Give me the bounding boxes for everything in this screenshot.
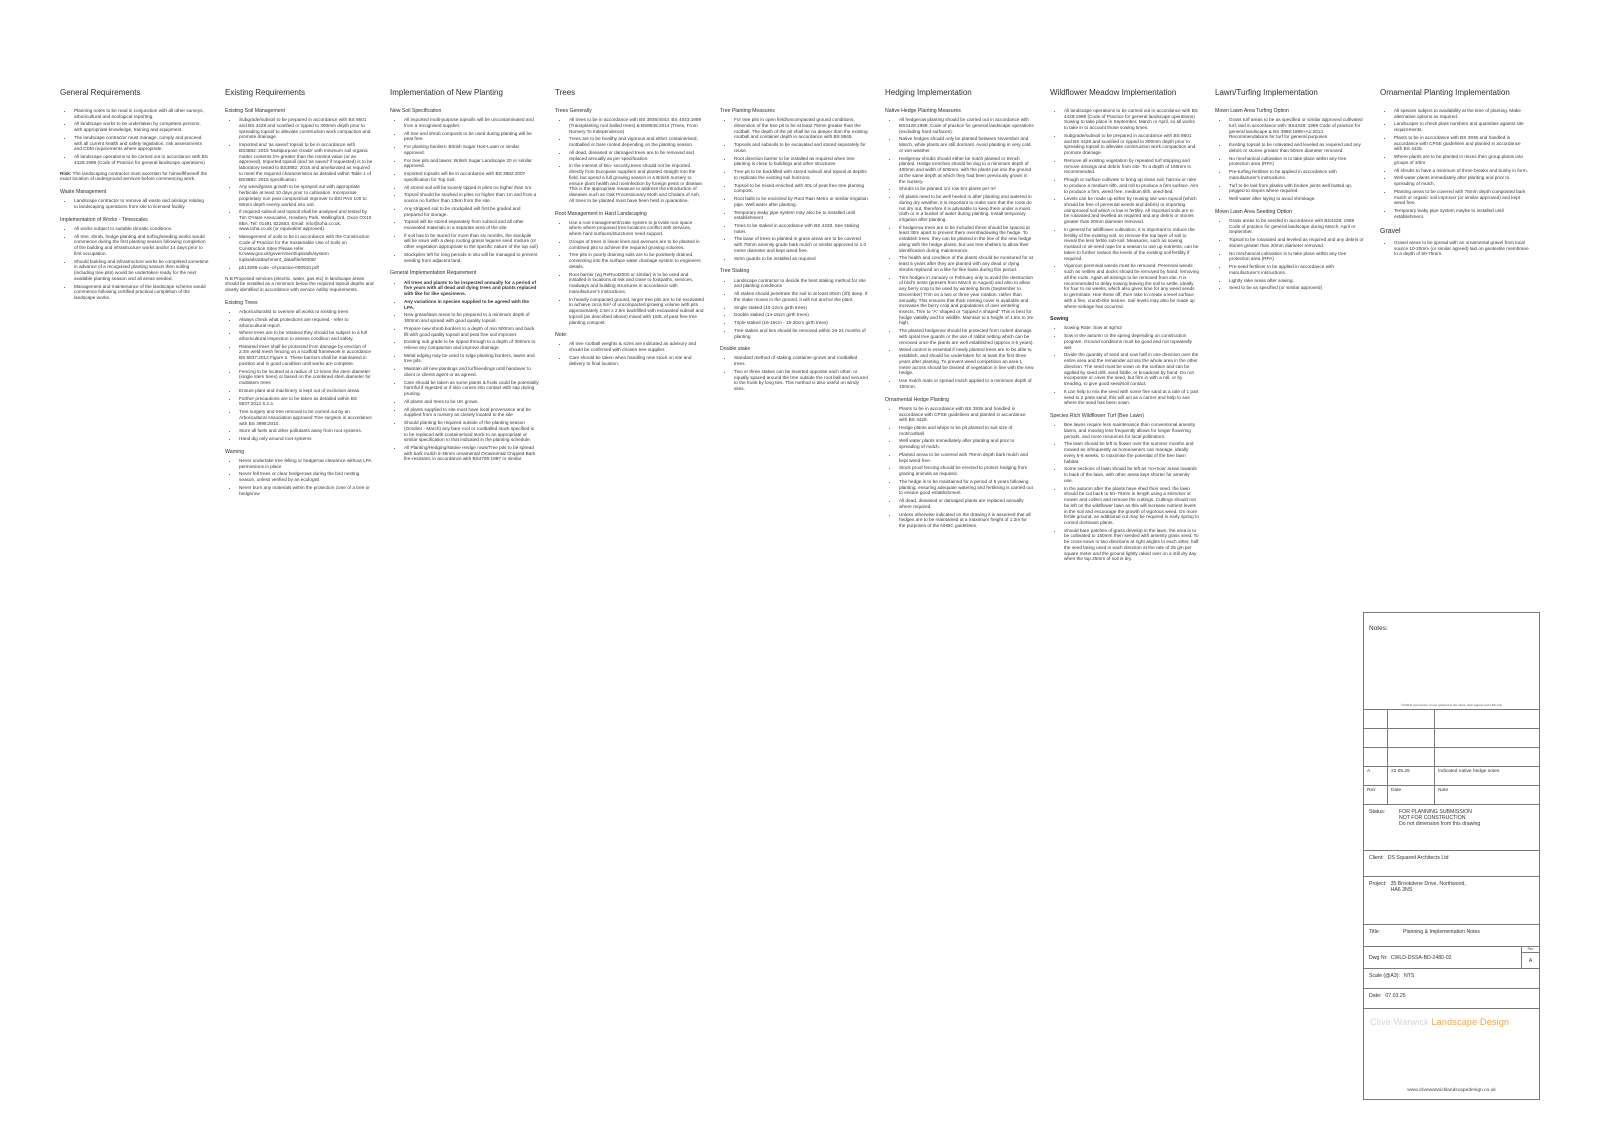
notes-column xyxy=(225,88,374,566)
bullet-item: • Ensure plant and machinery is kept out of exclusion areas. xyxy=(238,388,374,394)
bullet-item: • The planted hedgerow should be protected from rodent damage with spiral tree guards or the use of rabbit netting which can be removed once the plants are well established (approx 3-5 years). xyxy=(898,328,1034,345)
bullet-item: • Existing topsoil to be rotavated and leveled as required and any debris or stones greater than 50mm diameter removed. xyxy=(1228,142,1364,153)
bullet-item: • Hedgerow shrubs should either be notch planted or trench planted. Hedge trenches should be dug to a minimum depth of 400mm and width of 600mm, with the plants put into the ground at the same depth at which they had been previously grown in the nursery. xyxy=(898,156,1034,185)
scale-row xyxy=(1364,968,1539,988)
bullet-item: • All stakes should penetrate the soil to at least 60cm (2ft) deep. If the stake moves in the ground, it will not anchor the plant. xyxy=(733,291,869,302)
bullet-item: • In heavily compacted ground, larger tree pits are to be excavated to achieve circa 5m³ of uncompacted growing volume with pits approximately 2.5m x 2.5m backfilled with excavated subsoil and topsoil (as described above) mixed with 160L of peat free tree planting compost. xyxy=(568,297,704,326)
section-heading: General Implementation Requirement xyxy=(390,270,477,277)
bullet-item: • Subgrade/subsoil to be prepared in accordance with BS 8601 and BS 4428 and scarified or ripped to 300mm depth prior to spreading topsoil to alleviate construction work compaction and promote drainage. xyxy=(238,117,374,140)
bullet-item: • All species subject to availability at the time of planting. Make alternative options as required. xyxy=(1393,108,1529,119)
note-paragraph: N.B Proposed services (electric, water, gas etc) in landscape areas should be installed as a minimum below the required topsoil depths and clearly identified in accordance with service /utility requirements. xyxy=(225,275,374,293)
bullet-item: • Grass turf areas to be as specified or similar approved cultivated turf, laid in accordance with: BS4428: 1989 Code of practice for general landscape & BS 3969:1998+A1:2013. Recommendations for turf for general purposes xyxy=(1228,117,1364,140)
bullet-item: • Subgrade/subsoil to be prepared in accordance with BS 8601 and BS 4428 and scarified or ripped to 300mm depth prior to spreading topsoil to alleviate construction work compaction and promote drainage. xyxy=(1063,133,1199,156)
bullet-list xyxy=(225,117,374,270)
bullet-item: • Landscaper to check plant numbers and quantities against site requirements. xyxy=(1393,121,1529,132)
bullet-item: • Metal edging may be used to edge planting borders, lawns and tree pits. xyxy=(403,353,539,364)
bullet-item: • Use a root management/crate system to provide root space where where proposed tree locations conflict with services, where hard surfaces/sturctures need support. xyxy=(568,220,704,237)
bullet-item: • All plants and trees to be UK grown. xyxy=(403,399,539,405)
bullet-item: • Store all fuels and other pollutants away from root systems. xyxy=(238,428,374,434)
bullet-item: • Care should be taken when handling new stock on site and delivery to final location. xyxy=(568,355,704,366)
status-label: Status: xyxy=(1369,809,1386,815)
bullet-item: • The health and condition of the plants should be monitored for at least 5 years after they are planted with any dead or dying shrubs replaced on a like for like basis during this period. xyxy=(898,255,1034,272)
bullet-item: • All imported multi-purpose topsoils will be uncontaminated and from a recognised supplier. xyxy=(403,117,539,128)
bullet-list xyxy=(1050,325,1199,406)
revision-cell-date xyxy=(1388,710,1435,728)
website-text: www.clivewarwicklandscapedesign.co.uk xyxy=(1407,1088,1496,1093)
bullet-item: • Stockpiles left for long periods in situ will be managed to prevent seeding from adjacent land. xyxy=(403,252,539,263)
bullet-item: • Well water after laying to avoid shrinkage. xyxy=(1228,196,1364,202)
dwg-row xyxy=(1364,946,1539,968)
bullet-item: • Pre-seed fertiliser to be applied in accordance with manufacturer's instructions. xyxy=(1228,264,1364,275)
paragraph-lead: Risk: xyxy=(60,170,72,176)
bullet-item: • All landscape operations to be carried out in accordance with BS 4428:1989 (Code of Practice for general landscape operations) Sowing to take place in September, March or April, so all works to take in to account those sowing times. xyxy=(1063,108,1199,131)
section-heading: Double stake xyxy=(720,346,751,353)
date-value: 07.03.25 xyxy=(1385,993,1406,999)
bullet-item: • Plants to be in accordance with BS 3936 and handled in accordance with CPSE guidelines and planted in accordance with BS 4428. xyxy=(1393,135,1529,152)
section-heading: Trees Generally xyxy=(555,108,592,114)
dwg-number: CWLD-DSSA-BD-2480-02 xyxy=(1390,954,1452,961)
section-heading: New Soil Specification xyxy=(390,108,442,114)
section-heading: Species Rich Wildflower Turf (Bee Lawn) xyxy=(1050,413,1144,420)
client-row xyxy=(1364,850,1539,876)
bullet-item: • Imported topsoils will be in accordance with BS 3882:2007 specification for Top Soil. xyxy=(403,171,539,182)
notes-column xyxy=(1050,88,1199,566)
bullet-item: • Tree stakes and ties should be removed within 18-24 months of planting xyxy=(733,328,869,339)
section-heading: Ornamental Hedge Planting xyxy=(885,396,950,403)
notes-column xyxy=(720,88,869,566)
bullet-item: • All plants need to be well heeled in after planting and watered in during dry weather, it is important to make sure that the roots do not dry out, therefore it is advisable to keep them under a moist cloth or in a bucket of water during planting. Install temporary irrigation after planting. xyxy=(898,194,1034,223)
revision-table xyxy=(1364,709,1539,804)
section-heading: Existing Trees xyxy=(225,299,258,306)
bullet-item: • All landscape works to be undertaken by competent persons, with appropriate knowledge, training and equipment. xyxy=(73,121,209,132)
notes-box xyxy=(1364,613,1539,709)
bullet-item: • Planning notes to be read in conjunction with all other surveys, arboricultural and ecological reporting. xyxy=(73,108,209,119)
bullet-list xyxy=(1380,240,1529,257)
scale-label: Scale (@A3): xyxy=(1369,973,1400,979)
revision-row xyxy=(1364,710,1539,729)
bullet-item: • All tree, shrub, hedge planting and turfing/seeding works would commence during the first planting season following completion of the building and infrastructure works and/or 14 days prior to first occupation. xyxy=(73,234,209,257)
bullet-item: • All stored soil will be loosely tipped in piles no higher than 1m. xyxy=(403,185,539,191)
bullet-list xyxy=(1050,422,1199,562)
column-title: Existing Requirements xyxy=(225,88,306,97)
bullet-item: • Native hedges should only be planted between November and March, while plants are still dormant. Avoid planting in very cold or wet weather. xyxy=(898,136,1034,153)
project-value xyxy=(1391,881,1534,920)
status-row xyxy=(1364,804,1539,850)
column-title xyxy=(720,88,869,98)
bullet-list xyxy=(720,355,869,391)
status-line-3: Do not dimension from this drawing xyxy=(1399,821,1481,827)
bullet-list xyxy=(720,278,869,340)
bullet-item: • Divide the quantity of seed and sow half in one direction over the entire area and the remainder across the whole area in the other direction. The seed must be sown on the surface and can be applied by seed drill, seed fiddle, or broadcast by hand. Do not incorporate or cover the seed, but firm in with a roll, or by treading, to give good seed/soil contact. xyxy=(1063,352,1199,386)
revision-cell-rev: A xyxy=(1364,767,1388,785)
section-heading: Note: xyxy=(555,332,568,339)
bullet-item: • Never fell trees or clear hedgerows during the bird nesting season, unless verified by an ecologist xyxy=(238,471,374,482)
notes-label: Notes: xyxy=(1369,625,1388,632)
bullet-item: • The hedge is to be maintained for a period of 5 years following planting, ensuring adequate watering and fertilising is carried out to ensure good establishment. xyxy=(898,479,1034,496)
bullet-item: • Strim guards to be installed as required xyxy=(733,256,869,262)
bullet-list xyxy=(1050,108,1199,309)
bullet-item: • Trees are to be healthy and vigorous and either containerised, rootballed or bare rooted depending on the planting season. xyxy=(568,136,704,147)
bullet-item: • Root barrier (eg ReRoot2000 or similar) is to be used and installed in locations at risk and close to footpaths, services, roadways and building structures in accordance with manufacturer's instructions. xyxy=(568,272,704,295)
bullet-list xyxy=(390,117,539,263)
bullet-list xyxy=(1215,117,1364,202)
bullet-item: • If soil has to be stored for more than six months, the stockpile will be sown with a deep rooting grass/ legume seed mixture (or other vegetation appropriate to the specific nature of the top soil) xyxy=(403,233,539,250)
revision-cell-date: 22.05.25 xyxy=(1388,767,1435,785)
bullet-item: • It can help to mix the seed with some fine sand at a rate of 1 part seed to 2 parts sand, this will act as a carrier and help to see where the seed has been sown. xyxy=(1063,389,1199,406)
bullet-item: • All trees and plants to be inspected annually for a period of five years with all dead and dying trees and plants replaced with like for like specimens. xyxy=(403,280,539,297)
bullet-item: • All dead, diseased or damaged trees are to be removed and replaced annually as per specification. xyxy=(568,150,704,161)
bullet-item: • Planting areas to be covered with 75mm depth composted bark mulch or organic soil improver (or similar approved) and kept weed free. xyxy=(1393,189,1529,206)
column-title: Hedging Implementation xyxy=(885,88,972,97)
scale-value: NTS xyxy=(1403,973,1415,979)
bullet-list xyxy=(60,108,209,166)
revision-cell-note xyxy=(1435,748,1539,766)
bullet-list xyxy=(225,309,374,442)
revision-row-a xyxy=(1364,767,1539,786)
bullet-item: • Shrubs to be planted 1nr row 5nr plants per m² xyxy=(898,186,1034,192)
date-label: Date: xyxy=(1369,993,1382,999)
notes-column xyxy=(60,88,209,566)
copyright-text: ©CWLD permission of use granted to the client, their agents and LPA only xyxy=(1400,703,1503,707)
bullet-item: • Some sections of lawn should be left as 'no-mow' areas towards to back of the lawn, with other areas kept shorter for amenity use. xyxy=(1063,466,1199,483)
revision-cell-rev xyxy=(1364,729,1388,747)
bullet-list xyxy=(555,341,704,366)
title-block xyxy=(1363,612,1540,1100)
dwg-label: Dwg Nr: xyxy=(1369,954,1388,961)
revision-row xyxy=(1364,729,1539,748)
bullet-item: • Retained trees shall be protected from damage by erection of 2.3m weld mesh fencing on a scaffold framework in accordance BS 5837:2012 Figure 2. These barriers shall be maintained in position and in good condition until works are complete. xyxy=(238,344,374,367)
section-heading: Native Hedge Planting Measures xyxy=(885,108,961,114)
bullet-item: • All trees to be in accordance with BS 3936/4043. BS 4043:1989 (Transplanting root balled trees) & BS8545:2014 (Trees, From Nursery To Independence) xyxy=(568,117,704,134)
revision-cell-note xyxy=(1435,710,1539,728)
logo-area xyxy=(1364,1008,1539,1099)
section-heading: Existing Soil Management xyxy=(225,108,285,114)
date-row xyxy=(1364,988,1539,1008)
project-label: Project: xyxy=(1369,881,1387,887)
bullet-list xyxy=(390,280,539,463)
bullet-list xyxy=(885,406,1034,529)
note-paragraph: Risk: The landscaping contractor must ascertain for himself/herself the exact location of underground services before commencing work. xyxy=(60,170,208,182)
rev-box xyxy=(1521,947,1539,968)
bullet-item: • Should bare patches of grass develop in the lawn, the area is to be cultivated to 150mm then seeded with amenity grass seed. To be cross-sown in two directions at right angles to each other, half the seed being used in each direction at the rate of 25 gm per square meter and the ground lightly raked over on a still dry day when the top 25mm of soil is dry. xyxy=(1063,528,1199,562)
bullet-item: • Plants to be in accordance with BS 3936 and handled in accordance with CPSE guidelines and planted in accordance with BS 4428. xyxy=(898,406,1034,423)
bullet-item: • The lawn should be left to flower over the summer months and mowed as infrequently as homeowners can manage, ideally every 6-8 weeks, to maximise the potential of the bee lawn habitat. xyxy=(1063,441,1199,464)
bullet-item: • Grass areas to be seeded in accordance with BS4428: 1989 Code of practice for general landscape during March, April or September. xyxy=(1228,218,1364,235)
column-title: Lawn/Turfing Implementation xyxy=(1215,88,1318,97)
bullet-item: • Management and maintenance of the landscape scheme would commence following certified practical completion of the landscape works. xyxy=(73,284,209,301)
client-label: Client: xyxy=(1369,855,1384,861)
notes-column xyxy=(885,88,1034,566)
revision-cell-note xyxy=(1435,729,1539,747)
bullet-item: • Topsoil to be mixed enriched with 40L of peat free tree planting compost. xyxy=(733,183,869,194)
revision-header-note: Note xyxy=(1438,788,1449,793)
column-title: Ornamental Planting Implementation xyxy=(1380,88,1510,97)
notes-columns xyxy=(60,88,1529,566)
bullet-item: • Topsoil will be stored separately from subsoil and all other excavated materials in a separate area of the site. xyxy=(403,219,539,230)
bullet-item: • Root direction barrier to be installed as required when tree planting is close to buildings and other structures xyxy=(733,156,869,167)
bullet-item: • Topsoil to be rotavated and leveled as required and any debris or stones greater than 20mm diameter removed. xyxy=(1228,237,1364,248)
revision-cell-rev xyxy=(1364,710,1388,728)
bullet-item: • Double staked (14-16cm girth trees) xyxy=(733,312,869,318)
revision-cell-rev xyxy=(1364,748,1388,766)
section-heading: Implementation of Works - Timescales xyxy=(60,216,148,223)
column-title: Implementation of New Planting xyxy=(390,88,503,97)
bullet-item: • If required subsoil and topsoil shall be analysed and tested by Tim O'Hare Associates, Howbery Park, Wallingford, Oxon OX10 8BA, Tel: 01491 822653, Email: info@toha.co.uk, www.toha.co.uk (or equivalent approved). xyxy=(238,209,374,232)
bullet-item: • All Planting/Hedging/Native Hedge rows/Tree pits to be spread with bark mulch 5-35mm ornamental Ornamental Chipped Bark fire-resistant, in accordance with BS4790:1987 or similar xyxy=(403,445,539,462)
bullet-list xyxy=(1215,218,1364,291)
bullet-item: • Sow in the autumn or the spring depending on construction program. Ground conditions must be good and not repeatedly wet. xyxy=(1063,333,1199,350)
bullet-item: • Should building and infrastructure works be completed sometime in advance of a recognised planting season then soiling (including tree pits) would be undertaken ready for the next available planting season and all areas seeded. xyxy=(73,259,209,282)
bullet-item: • For tree pits and lawns: British Sugar Landscape 20 or similar approved. xyxy=(403,158,539,169)
bullet-item: • Use mulch mats or spread mulch applied to a minimum depth of 100mm. xyxy=(898,378,1034,389)
bullet-item: • Seed to be as specified (or similar approved) xyxy=(1228,285,1364,291)
revision-header-rev: Rev xyxy=(1364,786,1388,804)
logo-name-part: Clive Warwick xyxy=(1370,1017,1429,1027)
bullet-item: • All tree rootball weights & sizes are indicated as advisory and should be confirmed with chosen tree supplier. xyxy=(568,341,704,352)
bullet-item: • Trim hedges in January or February only to avoid the destruction of bird's nests (present from March to August) and also to allow any berry crop to be used by wintering birds (September to December) Trim on a two or three year rotation, rather than annually. This ensures that thick nesting cover is available and increases the berry crop and populations of over wintering insects. Trim to "A" shaped or "topped A shaped" This is best for hedge viability and for wildlife. Maintain to a height of 1.5m to 2m high. xyxy=(898,275,1034,327)
bullet-item: • Standard method of staking container-grown and rootballed trees. xyxy=(733,355,869,366)
bullet-item: • Bee lawns require less maintenance than conventional amenity lawns, and mowing less frequently allows for longer flowering periods, and more resources for local pollinators. xyxy=(1063,422,1199,439)
bullet-list xyxy=(60,226,209,301)
bullet-item: • Topsoils and subsoils to be excavated and stored separately for reuse. xyxy=(733,142,869,153)
revision-cell-date xyxy=(1388,748,1435,766)
notes-column xyxy=(555,88,704,566)
bullet-item: • The base of trees to planted in grass areas are to be covered with 75mm amenity grade bark mulch or similar approved to 1.0 metre diameter and kept weed free. xyxy=(733,236,869,253)
section-heading: Tree Staking xyxy=(720,268,750,275)
column-title: General Requirements xyxy=(60,88,141,97)
bullet-item: • Trees to be staked in accordance with BS 4428. See staking notes xyxy=(733,223,869,234)
logo-name-part-accent: Landscape Design xyxy=(1431,1017,1510,1027)
bullet-item: • All dead, diseased or damaged plants are replaced annually where required. xyxy=(898,498,1034,509)
bullet-item: • Where plants are to be planted in mixes then group plants into groups of 3/5nr xyxy=(1393,154,1529,165)
bullet-item: • Further precautions are to be taken as detailed within BS 5837:2012 6.2.4. xyxy=(238,396,374,407)
status-line-2: NOT FOR CONSTRUCTION xyxy=(1399,815,1466,821)
bullet-item: • Never burn any materials within the protection zone of a tree or hedgerow xyxy=(238,485,374,496)
bullet-item: • Planted areas to be covered with 75mm depth bark mulch and kept weed free. xyxy=(898,452,1034,463)
bullet-item: • Groups of trees in linear lines and avenues are to be planted in combined pits to achieve the required growing volumes. xyxy=(568,239,704,250)
bullet-item: • Imported and 'as saved' topsoil to be in accordance with BS3882: 2015 'Multipurpose Grade' with minimum soil organic matter contents 1% greater than the minima value (or as approved). Imported topsoil (and 'as saved' if requested) is to be laboratory tested to BS3882: 2015 and ameliorated as required to meet the required characteristics as detailed within Table 1 of BS3882: 2015 specification. xyxy=(238,142,374,182)
bullet-list xyxy=(555,117,704,203)
bullet-item: • Well water plants immediately after planting and prior to spreading of mulch. xyxy=(898,438,1034,449)
company-logo xyxy=(1370,1017,1509,1091)
bullet-item: • Levels can be made up either by reusing site won topsoil (which should be free of perennial weeds and debris) or importing unimproved soil which is low in fertility. All imported soils are to be rotavated and levelled as required and any debris or stones greater than 20mm diameter removed. xyxy=(1063,196,1199,225)
bullet-item: • Turf to be laid from planks with broken joints well butted up, pegged to slopes where required. xyxy=(1228,183,1364,194)
rev-box-label: Rev xyxy=(1522,947,1539,953)
bullet-list xyxy=(555,220,704,325)
bullet-list xyxy=(60,198,209,209)
bullet-item: • All landscape operations to be carried out in accordance with BS 4428:1989 (Code of Practice for general landscape operations) xyxy=(73,154,209,165)
column-title: Trees xyxy=(555,88,576,97)
bullet-item: • New grass/lawn areas to be prepared to a minimum depth of 300mm and spread with good quality topsoil. xyxy=(403,312,539,323)
bullet-item: • Root balls to be encircled by Root Rain Metro or similar irrigation pipe. Well water after planting. xyxy=(733,196,869,207)
bullet-item: • Tree surgery and tree removal to be carried out by an Arboricultural Association approved Tree surgeon in accordance with BS 3998:2010. xyxy=(238,409,374,426)
bullet-item: • Triple staked (16-18cm - 18-20cm girth trees) xyxy=(733,320,869,326)
bullet-item: • Tree pit to be backfilled with stored subsoil and topsoil at depths to replicate the existing soil horizons. xyxy=(733,169,869,180)
bullet-item: • Any stripped soil to be stockpiled will first be graded and prepared for storage. xyxy=(403,206,539,217)
title-row xyxy=(1364,924,1539,946)
bullet-item: • Hedge plants and whips to be pit planted to suit size of root/rootball. xyxy=(898,425,1034,436)
bullet-item: • Vigorous perennial weeds must be removed. Perennial weeds such as nettles and docks should be removed by hand, removing all the roots. Again all arisings to be removed from site. It is recommended to delay sowing leaving the soil to settle, ideally for four to six weeks, which also gives time for any weed seeds to germinate. Hoe these off, then rake to create a level surface with a fine, crumb-like texture. Soil levels may also be made up where sinkage has occurred. xyxy=(1063,263,1199,309)
bullet-item: • Where trees are to be retained they should be subject to a full arboricultural inspection to assess condition and safety. xyxy=(238,330,374,341)
bullet-item: • Single staked (10-12cm girth trees) xyxy=(733,305,869,311)
bullet-item: • Should planting be required outside of the planting season (October - March) any bare root or rootballed stock specified is to be replaced with containerised stock to an appropriate or similar specification to that indicated in the planting schedule. xyxy=(403,420,539,443)
bullet-item: • Tree pits in poorly draining soils are to be positively drained, connecting into the surface water drainage system to engineers details. xyxy=(568,252,704,269)
section-heading: Root Management in Hard Landscaping xyxy=(555,210,647,217)
bullet-item: • Fencing to be located at a radius of 12 times the stem diameter (single stem trees) or based on the combined stem diameter for multistem trees xyxy=(238,369,374,386)
bullet-item: • All works subject to suitable climatic conditions. xyxy=(73,226,209,232)
bullet-item: • No mechanical cultivation is to take place within any tree protection area (RPA) xyxy=(1228,156,1364,167)
bullet-item: • Any weed/grass growth to be sprayed out with appropriate herbicide at least 10 days prior to cultivation. Incorporate proprietary non peat compost/soil improver to BSI PAS 100 to 50mm depth evenly worked into soil. xyxy=(238,184,374,207)
dwg-main xyxy=(1364,947,1521,968)
revision-row xyxy=(1364,748,1539,767)
revision-header-date: Date xyxy=(1388,786,1435,804)
revision-cell-date xyxy=(1388,729,1435,747)
bullet-list xyxy=(1380,108,1529,219)
bullet-item: • Weed control is essential if newly planted trees are to be able to establish, and should be undertaken for at least the first three years after planting. To prevent weed competition an area 1 metre across should be cleared of vegetation in line with the new hedge. xyxy=(898,347,1034,376)
section-heading: Warning xyxy=(225,448,245,455)
bullet-list xyxy=(225,458,374,496)
status-line-1: FOR PLANNING SUBMISSION xyxy=(1399,809,1472,815)
project-line-2: HA6 3NS xyxy=(1390,887,1413,893)
rev-box-value: A xyxy=(1528,957,1533,964)
bullet-item: • Management of soils to be in accordance with the Construction Code of Practice for the Sustainable Use of Soils on Construction Sites Please refer to:www.gov.uk/government/uploads/system /uploads/attachment_data/file/69308/ xyxy=(238,234,374,263)
bullet-item: • Care should be taken as some plants & fruits could be potentially harmful if ingested or if skin comes into contact with sap during pruning. xyxy=(403,380,539,397)
bullet-item: • Arboriculturalist to oversee all works to existing trees xyxy=(238,309,374,315)
section-heading: Gravel xyxy=(1380,228,1401,236)
bullet-item: • Pre-turfing fertiliser to be applied in accordance with manufacturer's instructions. xyxy=(1228,169,1364,180)
revision-cell-note: Indicated native hedge notes xyxy=(1438,769,1500,774)
client-value: DS Squared Architects Ltd xyxy=(1387,855,1449,861)
bullet-item: • All shrubs to have a minimum of three breaks and bushy in form. xyxy=(1393,168,1529,174)
revision-header-row xyxy=(1364,786,1539,804)
title-label: Title: xyxy=(1369,929,1381,935)
bullet-item: • If hedgerow trees are to be included these should be spaced at least 30m apart to prevent them overshadowing the hedge. To establish trees, they can be planted in the line of the new hedge along with the hedge plants, but use tree shelters to allow their identification during maintenance. xyxy=(898,225,1034,254)
bullet-item: • For planting borders: British Sugar Hort-Loam or similar approved. xyxy=(403,144,539,155)
notes-column xyxy=(390,88,539,566)
bullet-item: • Lightly rake areas after sowing. xyxy=(1228,278,1364,284)
section-heading: Tree Planting Measures xyxy=(720,108,775,114)
bullet-item: • Landscape contractor to decide the best staking method for site and planting conditions xyxy=(733,278,869,289)
bullet-list xyxy=(885,117,1034,389)
bullet-item: • Plough or surface cultivate to bring up clean soil, harrow or rake to produce a medium tilth, and roll to produce a firm surface. Aim to produce a firm, weed free, medium tilth, seed-bed. xyxy=(1063,177,1199,194)
bullet-item: • Stock proof fencing should be erected to protect hedging from grazing animals as required. xyxy=(898,465,1034,476)
project-row xyxy=(1364,876,1539,924)
bullet-item: • Gravel areas to be spread with an ornamental gravel from local source 10-20mm (or similar agreed) laid on geotextile membrane to a depth of 50-75mm. xyxy=(1393,240,1529,257)
bullet-item: • Two or three stakes can be inserted opposite each other, or equally spaced around the tree outside the root ball and secured to the trunk by long ties. This method is also useful on windy sites. xyxy=(733,369,869,392)
section-heading: Waste Management xyxy=(60,189,107,196)
status-value xyxy=(1399,809,1534,846)
bullet-item: • Always check what protections are required - refer to arboricultural report. xyxy=(238,317,374,328)
notes-column xyxy=(1215,88,1364,566)
bullet-item: • Topsoil should be stocked in piles no higher than 1m and from a source no further than 13km from the site. xyxy=(403,192,539,203)
drawing-title: Planning & Implementation Notes xyxy=(1403,929,1480,935)
project-line-1: 35 Brookdene Drive, Northwood, xyxy=(1390,881,1466,887)
bullet-item: • Landscape contractor to remove all waste and arisings relating to landscaping operations from site to licensed facility xyxy=(73,198,209,209)
section-heading: Sowing xyxy=(1050,316,1069,323)
bullet-item: • Remove all existing vegetation by repeated turf stripping and remove arisings and debris from site. To a depth of 150mm is recommended. xyxy=(1063,158,1199,175)
bullet-item: • Never undertake tree felling or hedgerow clearance without LPA permissions in place xyxy=(238,458,374,469)
bullet-item: • Existing sub grade to be ripped through to a depth of 300mm to relieve any compaction and improve drainage. xyxy=(403,339,539,350)
bullet-item: • In general for wildflower cultivation, it is important to reduce the fertility of the existing soil, so remove the top layer of soil to reveal the less fertile sub-soil. Measures, such as sowing mustard or oil-seed rape for a season to use up nutrients, can be taken to further reduce the levels of the existing soil fertility if required. xyxy=(1063,227,1199,261)
bullet-list xyxy=(720,117,869,261)
section-heading: Mown Lawn Area Turfing Option xyxy=(1215,108,1289,114)
bullet-item: • Unless otherwise indicated on the drawing it is assumed that all hedges are to be maintained at a maximum height of 1.2m for the purposes of the NHBC guidelines. xyxy=(898,512,1034,529)
bullet-item: • All hedgerow planting should be carried out in accordance with BS4428:1989, Code of practice for general landscape operations (excluding hard surfaces). xyxy=(898,117,1034,134)
bullet-item: • In the autumn after the plants have shed their seed, the lawn should be cut back to 50–75mm in length using a strimmer or mower and collect and remove the cuttings. Cuttings should not be left on the wildflower lawn as this will increase nutrient levels in the soil and encourage the growth of vigorous weed. On more fertile ground, an additional cut may be required in early spring to control dominant plants. xyxy=(1063,486,1199,526)
bullet-item: • All tree and shrub composts to be used during planting will be peat free. xyxy=(403,131,539,142)
bullet-item: • For tree pits in open field/uncompacted ground conditions, dimension of the tree pit to be at least 75mm greater than the rootball. The depth of the pit shall be no deeper than the existing rootball and container depth in accordance with BS 8545. xyxy=(733,117,869,140)
bullet-item: • Temporary leaky pipe system may also be to installed until establishment xyxy=(733,210,869,221)
bullet-item: • The landscape contractor must manage, comply and proceed with all current health and safety legislation, risk assessments and CDM requirements where appropriate. xyxy=(73,135,209,152)
bullet-item: • Hand dig only around root systems xyxy=(238,436,374,442)
bullet-item: • All plants supplied to site must have local provenance and be supplied from a nursery as closely located to the site xyxy=(403,407,539,418)
bullet-item: • In the interest of Bio- security,trees should not be imported directly from European suppliers and planted straight into the field, but spend a full growing season in a British nursery to ensure plant health and noninfection by foreign pests or disease. This is the appropriate measure to address the introduction of diseases such as Oak Processionary Moth and Chalara of Ash. All trees to be planted must have been held in quarantine. xyxy=(568,163,704,203)
bullet-item: • pb13298-code -of-practice-090910.pdf xyxy=(238,265,374,271)
bullet-item: • Temporary leaky pipe system maybe to installed until establishment. xyxy=(1393,208,1529,219)
bullet-item: • Any variations in species supplied to be agreed with the LPA. xyxy=(403,299,539,310)
section-heading: Mown Lawn Area Seeding Option xyxy=(1215,208,1292,215)
bullet-item: • Prepare new shrub borders to a depth of min 500mm and back fill with good quality topsoil and peat free soil improver. xyxy=(403,326,539,337)
column-title: Wildflower Meadow Implementation xyxy=(1050,88,1177,97)
notes-column xyxy=(1380,88,1529,566)
bullet-item: • Maintain all new plantings and turf/seedings until handover to client or clients agent or as agreed. xyxy=(403,366,539,377)
bullet-item: • Sowing Rate: Sow at 4g/m2 xyxy=(1063,325,1199,331)
bullet-item: • No mechanical cultivation is to take place within any tree protection area (RPA) xyxy=(1228,251,1364,262)
bullet-item: • Well water plants immediately after planting and prior to spreading of mulch. xyxy=(1393,175,1529,186)
